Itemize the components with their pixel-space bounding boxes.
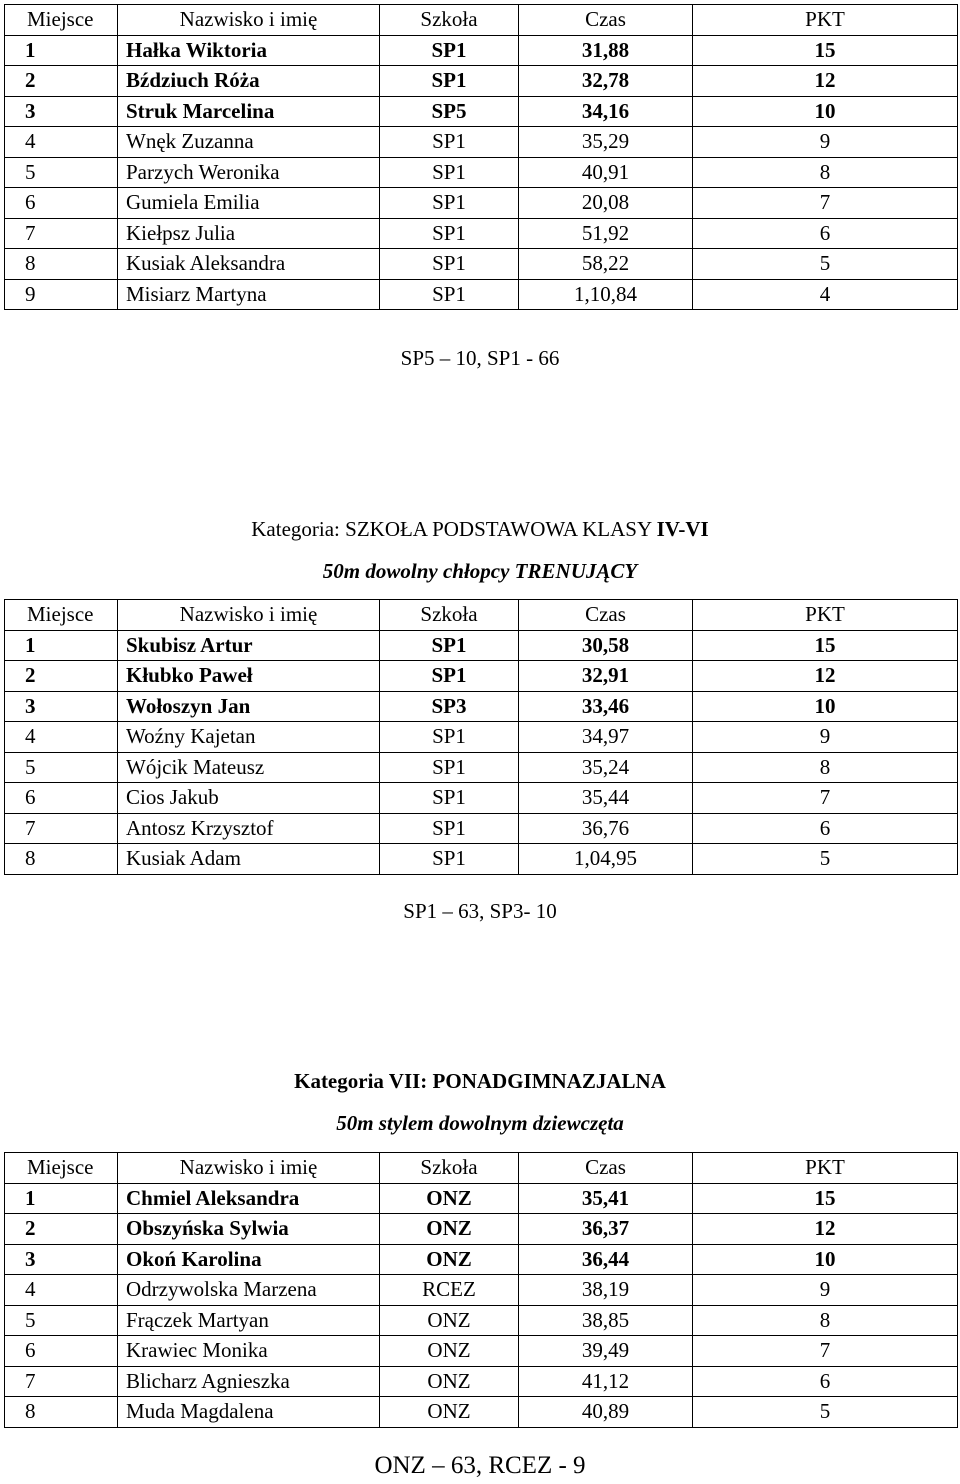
place-cell: 3 bbox=[5, 1244, 118, 1275]
name-cell: Chmiel Aleksandra bbox=[118, 1183, 380, 1214]
table-header-row bbox=[5, 1153, 958, 1184]
header-pts: PKT bbox=[693, 1153, 958, 1184]
points-cell: 15 bbox=[693, 630, 958, 661]
name-cell: Krawiec Monika bbox=[118, 1336, 380, 1367]
points-cell: 9 bbox=[693, 722, 958, 753]
school-cell: SP1 bbox=[380, 752, 519, 783]
results-table-1 bbox=[4, 4, 958, 310]
place-cell: 7 bbox=[5, 813, 118, 844]
school-cell: SP1 bbox=[380, 218, 519, 249]
category-prefix: Kategoria: SZKOŁA PODSTAWOWA KLASY bbox=[251, 517, 657, 541]
header-name: Nazwisko i imię bbox=[118, 5, 380, 36]
name-cell: Bździuch Róża bbox=[118, 66, 380, 97]
category-suffix: IV-VI bbox=[656, 517, 709, 541]
table-row bbox=[5, 752, 958, 783]
place-cell: 8 bbox=[5, 1397, 118, 1428]
time-cell: 33,46 bbox=[519, 691, 693, 722]
place-cell: 8 bbox=[5, 249, 118, 280]
school-cell: SP5 bbox=[380, 96, 519, 127]
time-cell: 34,16 bbox=[519, 96, 693, 127]
school-cell: SP1 bbox=[380, 157, 519, 188]
table-row bbox=[5, 1366, 958, 1397]
name-cell: Kiełpsz Julia bbox=[118, 218, 380, 249]
time-cell: 51,92 bbox=[519, 218, 693, 249]
points-cell: 5 bbox=[693, 844, 958, 875]
time-cell: 1,04,95 bbox=[519, 844, 693, 875]
time-cell: 32,78 bbox=[519, 66, 693, 97]
table-row bbox=[5, 1275, 958, 1306]
table-row bbox=[5, 1214, 958, 1245]
points-cell: 8 bbox=[693, 1305, 958, 1336]
table-row bbox=[5, 844, 958, 875]
points-cell: 6 bbox=[693, 813, 958, 844]
points-cell: 6 bbox=[693, 218, 958, 249]
points-cell: 10 bbox=[693, 96, 958, 127]
time-cell: 41,12 bbox=[519, 1366, 693, 1397]
header-name: Nazwisko i imię bbox=[118, 1153, 380, 1184]
name-cell: Okoń Karolina bbox=[118, 1244, 380, 1275]
points-cell: 5 bbox=[693, 249, 958, 280]
table-row bbox=[5, 249, 958, 280]
name-cell: Misiarz Martyna bbox=[118, 279, 380, 310]
school-cell: ONZ bbox=[380, 1336, 519, 1367]
time-cell: 1,10,84 bbox=[519, 279, 693, 310]
school-cell: ONZ bbox=[380, 1183, 519, 1214]
place-cell: 1 bbox=[5, 630, 118, 661]
place-cell: 2 bbox=[5, 661, 118, 692]
header-school: Szkoła bbox=[380, 600, 519, 631]
place-cell: 4 bbox=[5, 722, 118, 753]
place-cell: 5 bbox=[5, 752, 118, 783]
table-row bbox=[5, 157, 958, 188]
table-header-row bbox=[5, 600, 958, 631]
header-place: Miejsce bbox=[5, 600, 118, 631]
header-pts: PKT bbox=[693, 5, 958, 36]
time-cell: 36,76 bbox=[519, 813, 693, 844]
school-cell: SP1 bbox=[380, 188, 519, 219]
table-row bbox=[5, 722, 958, 753]
school-cell: ONZ bbox=[380, 1305, 519, 1336]
points-cell: 10 bbox=[693, 1244, 958, 1275]
time-cell: 34,97 bbox=[519, 722, 693, 753]
name-cell: Skubisz Artur bbox=[118, 630, 380, 661]
time-cell: 38,19 bbox=[519, 1275, 693, 1306]
section2-summary: SP1 – 63, SP3- 10 bbox=[403, 899, 557, 923]
time-cell: 30,58 bbox=[519, 630, 693, 661]
header-school: Szkoła bbox=[380, 5, 519, 36]
school-cell: SP1 bbox=[380, 630, 519, 661]
place-cell: 5 bbox=[5, 157, 118, 188]
section1-summary: SP5 – 10, SP1 - 66 bbox=[400, 346, 560, 370]
header-time: Czas bbox=[519, 5, 693, 36]
time-cell: 36,44 bbox=[519, 1244, 693, 1275]
place-cell: 3 bbox=[5, 96, 118, 127]
place-cell: 1 bbox=[5, 1183, 118, 1214]
name-cell: Kłubko Paweł bbox=[118, 661, 380, 692]
time-cell: 35,29 bbox=[519, 127, 693, 158]
school-cell: SP1 bbox=[380, 722, 519, 753]
table-row bbox=[5, 218, 958, 249]
results-table-2 bbox=[4, 599, 958, 875]
name-cell: Parzych Weronika bbox=[118, 157, 380, 188]
name-cell: Obszyńska Sylwia bbox=[118, 1214, 380, 1245]
place-cell: 1 bbox=[5, 35, 118, 66]
table-row bbox=[5, 1397, 958, 1428]
table-row bbox=[5, 1305, 958, 1336]
points-cell: 10 bbox=[693, 691, 958, 722]
table-row bbox=[5, 661, 958, 692]
time-cell: 35,44 bbox=[519, 783, 693, 814]
place-cell: 5 bbox=[5, 1305, 118, 1336]
name-cell: Antosz Krzysztof bbox=[118, 813, 380, 844]
name-cell: Kusiak Aleksandra bbox=[118, 249, 380, 280]
school-cell: ONZ bbox=[380, 1397, 519, 1428]
place-cell: 4 bbox=[5, 1275, 118, 1306]
school-cell: ONZ bbox=[380, 1366, 519, 1397]
place-cell: 2 bbox=[5, 66, 118, 97]
points-cell: 9 bbox=[693, 127, 958, 158]
table-row bbox=[5, 66, 958, 97]
table-row bbox=[5, 96, 958, 127]
school-cell: SP1 bbox=[380, 66, 519, 97]
name-cell: Wójcik Mateusz bbox=[118, 752, 380, 783]
school-cell: SP1 bbox=[380, 127, 519, 158]
time-cell: 39,49 bbox=[519, 1336, 693, 1367]
time-cell: 32,91 bbox=[519, 661, 693, 692]
points-cell: 12 bbox=[693, 1214, 958, 1245]
section3-summary: ONZ – 63, RCEZ - 9 bbox=[374, 1452, 586, 1479]
time-cell: 35,24 bbox=[519, 752, 693, 783]
place-cell: 7 bbox=[5, 218, 118, 249]
table-row bbox=[5, 1336, 958, 1367]
results-table-3 bbox=[4, 1152, 958, 1428]
school-cell: SP3 bbox=[380, 691, 519, 722]
table-header-row bbox=[5, 5, 958, 36]
points-cell: 7 bbox=[693, 783, 958, 814]
name-cell: Frączek Martyan bbox=[118, 1305, 380, 1336]
header-time: Czas bbox=[519, 600, 693, 631]
table-row bbox=[5, 127, 958, 158]
school-cell: SP1 bbox=[380, 661, 519, 692]
place-cell: 6 bbox=[5, 783, 118, 814]
time-cell: 58,22 bbox=[519, 249, 693, 280]
name-cell: Woźny Kajetan bbox=[118, 722, 380, 753]
name-cell: Kusiak Adam bbox=[118, 844, 380, 875]
table-row bbox=[5, 279, 958, 310]
time-cell: 40,91 bbox=[519, 157, 693, 188]
name-cell: Muda Magdalena bbox=[118, 1397, 380, 1428]
points-cell: 8 bbox=[693, 157, 958, 188]
time-cell: 40,89 bbox=[519, 1397, 693, 1428]
header-pts: PKT bbox=[693, 600, 958, 631]
points-cell: 12 bbox=[693, 661, 958, 692]
school-cell: SP1 bbox=[380, 249, 519, 280]
place-cell: 6 bbox=[5, 188, 118, 219]
school-cell: SP1 bbox=[380, 844, 519, 875]
points-cell: 15 bbox=[693, 1183, 958, 1214]
place-cell: 8 bbox=[5, 844, 118, 875]
time-cell: 38,85 bbox=[519, 1305, 693, 1336]
header-school: Szkoła bbox=[380, 1153, 519, 1184]
results-table-body bbox=[5, 600, 958, 875]
section2-category bbox=[0, 515, 960, 543]
table-row bbox=[5, 1244, 958, 1275]
place-cell: 9 bbox=[5, 279, 118, 310]
name-cell: Odrzywolska Marzena bbox=[118, 1275, 380, 1306]
time-cell: 31,88 bbox=[519, 35, 693, 66]
header-place: Miejsce bbox=[5, 1153, 118, 1184]
place-cell: 2 bbox=[5, 1214, 118, 1245]
time-cell: 36,37 bbox=[519, 1214, 693, 1245]
school-cell: ONZ bbox=[380, 1244, 519, 1275]
place-cell: 4 bbox=[5, 127, 118, 158]
table-row bbox=[5, 691, 958, 722]
points-cell: 8 bbox=[693, 752, 958, 783]
table-row bbox=[5, 813, 958, 844]
name-cell: Struk Marcelina bbox=[118, 96, 380, 127]
table-row bbox=[5, 783, 958, 814]
table-row bbox=[5, 1183, 958, 1214]
name-cell: Wołoszyn Jan bbox=[118, 691, 380, 722]
school-cell: SP1 bbox=[380, 813, 519, 844]
points-cell: 7 bbox=[693, 1336, 958, 1367]
school-cell: SP1 bbox=[380, 279, 519, 310]
name-cell: Wnęk Zuzanna bbox=[118, 127, 380, 158]
header-place: Miejsce bbox=[5, 5, 118, 36]
table-row bbox=[5, 35, 958, 66]
name-cell: Gumiela Emilia bbox=[118, 188, 380, 219]
name-cell: Hałka Wiktoria bbox=[118, 35, 380, 66]
table-row bbox=[5, 630, 958, 661]
header-name: Nazwisko i imię bbox=[118, 600, 380, 631]
results-table-body bbox=[5, 1153, 958, 1428]
section3-category: Kategoria VII: PONADGIMNAZJALNA bbox=[294, 1069, 666, 1093]
points-cell: 15 bbox=[693, 35, 958, 66]
points-cell: 6 bbox=[693, 1366, 958, 1397]
points-cell: 12 bbox=[693, 66, 958, 97]
school-cell: ONZ bbox=[380, 1214, 519, 1245]
points-cell: 7 bbox=[693, 188, 958, 219]
points-cell: 9 bbox=[693, 1275, 958, 1306]
results-table-body bbox=[5, 5, 958, 310]
section3-subtitle: 50m stylem dowolnym dziewczęta bbox=[336, 1111, 624, 1135]
name-cell: Cios Jakub bbox=[118, 783, 380, 814]
place-cell: 3 bbox=[5, 691, 118, 722]
name-cell: Blicharz Agnieszka bbox=[118, 1366, 380, 1397]
header-time: Czas bbox=[519, 1153, 693, 1184]
points-cell: 5 bbox=[693, 1397, 958, 1428]
place-cell: 6 bbox=[5, 1336, 118, 1367]
time-cell: 35,41 bbox=[519, 1183, 693, 1214]
points-cell: 4 bbox=[693, 279, 958, 310]
school-cell: SP1 bbox=[380, 35, 519, 66]
school-cell: RCEZ bbox=[380, 1275, 519, 1306]
section2-subtitle: 50m dowolny chłopcy TRENUJĄCY bbox=[322, 559, 638, 583]
time-cell: 20,08 bbox=[519, 188, 693, 219]
school-cell: SP1 bbox=[380, 783, 519, 814]
place-cell: 7 bbox=[5, 1366, 118, 1397]
table-row bbox=[5, 188, 958, 219]
